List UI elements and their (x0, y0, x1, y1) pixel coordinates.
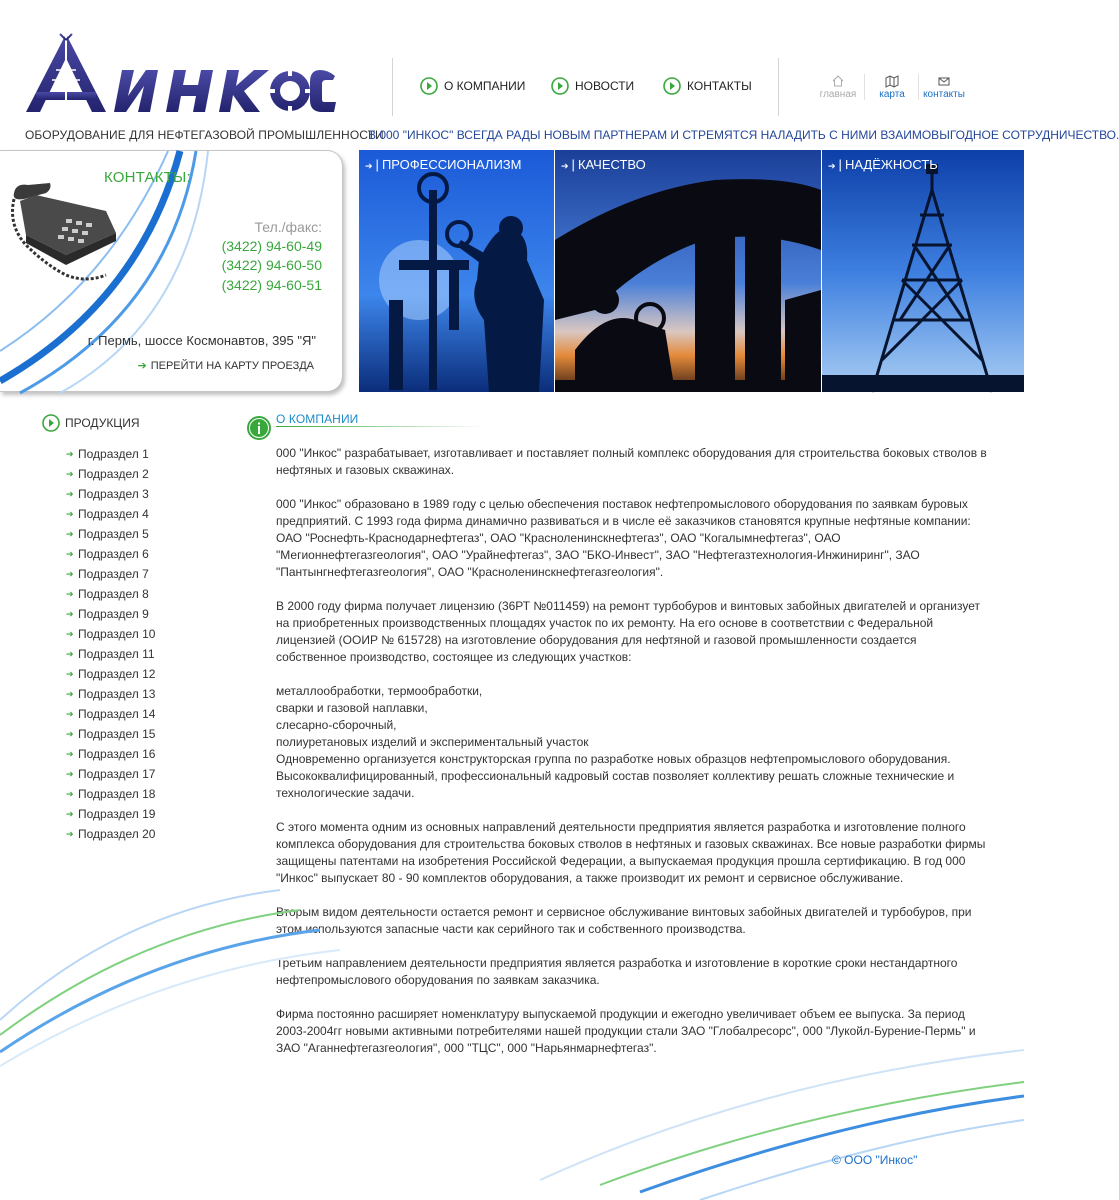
util-contacts-label: контакты (923, 89, 965, 100)
arrow-right-icon: ➔ (66, 808, 74, 819)
paragraph-1: 000 "Инкос" разрабатывает, изготавливает и поставляет полный комплекс оборудования для строительства боковых стволов в нефтяных и газовых скважинах. (276, 446, 987, 477)
paragraph-5: С этого момента одним из основных направлений деятельности предприятия является разработка и изготовление полного комплекса оборудования для строительства боковых стволов в нефтяных и газовых скважинах. Все новые разработки фирмы защищены патентами на изобретения Российской Федерации, а выпускаемая продукция прошла сертификацию. В год 000 "Инкос" выпускает 80 - 90 комплектов оборудования, а также производит их ремонт и сервисное обслуживание. (276, 820, 986, 885)
nav-news-label: НОВОСТИ (575, 79, 635, 93)
products-heading[interactable] (42, 414, 139, 432)
map-icon (885, 74, 899, 88)
arrow-right-icon: ➔ (66, 448, 74, 459)
arrow-right-icon: ➔ (66, 708, 74, 719)
sidebar-item-4[interactable] (66, 504, 155, 524)
nav-contacts-label: КОНТАКТЫ (687, 79, 752, 93)
play-circle-icon (42, 414, 60, 432)
section-title: О КОМПАНИИ (276, 412, 359, 426)
sidebar-item-label: Подраздел 18 (78, 787, 156, 801)
logo-subtitle: ОБОРУДОВАНИЕ ДЛЯ НЕФТЕГАЗОВОЙ ПРОМЫШЛЕННОСТИ (25, 128, 384, 142)
sidebar-item-18[interactable] (66, 784, 155, 804)
arrow-right-icon: ➔ (66, 768, 74, 779)
banner-professionalism[interactable] (359, 150, 554, 392)
banner-professionalism-text: ПРОФЕССИОНАЛИЗМ (381, 157, 522, 172)
workshop-list-item: слесарно-сборочный, (276, 718, 397, 732)
banner-quality-text: КАЧЕСТВО (577, 157, 646, 172)
sidebar-item-3[interactable] (66, 484, 155, 504)
sidebar-item-label: Подраздел 17 (78, 767, 156, 781)
sidebar-item-label: Подраздел 6 (78, 547, 149, 561)
workshop-list-item: полиуретановых изделий и экспериментальный участок (276, 735, 589, 749)
sidebar-item-label: Подраздел 4 (78, 507, 149, 521)
banner-professionalism-label: ➔ | ПРОФЕССИОНАЛИЗМ (365, 157, 522, 172)
banner-reliability-text: НАДЁЖНОСТЬ (844, 157, 938, 172)
header-divider-right (778, 58, 779, 116)
banner-reliability-image (822, 150, 1024, 392)
sidebar-item-12[interactable] (66, 664, 155, 684)
phone-number-1[interactable]: (3422) 94-60-49 (221, 238, 322, 254)
copyright-text: © ООО "Инкос" (832, 1153, 918, 1167)
play-circle-icon (551, 77, 569, 95)
address-text: г. Пермь, шоссе Космонавтов, 395 "Я" (87, 333, 316, 348)
arrow-right-icon: ➔ (66, 748, 74, 759)
sidebar-item-label: Подраздел 12 (78, 667, 156, 681)
nav-about-label: О КОМПАНИИ (444, 79, 526, 93)
sidebar-item-label: Подраздел 7 (78, 567, 149, 581)
util-map-label: карта (879, 89, 905, 100)
arrow-right-icon: ➔ (66, 668, 74, 679)
telephone-icon (6, 175, 124, 283)
arrow-right-icon: ➔ (66, 588, 74, 599)
sidebar-item-label: Подраздел 9 (78, 607, 149, 621)
nav-about[interactable] (420, 76, 525, 96)
sidebar-item-label: Подраздел 19 (78, 807, 156, 821)
banner-quality-label: ➔ | КАЧЕСТВО (561, 157, 646, 172)
phone-number-2[interactable]: (3422) 94-60-50 (221, 257, 322, 273)
arrow-right-icon: ➔ (66, 548, 74, 559)
sidebar-item-label: Подраздел 2 (78, 467, 149, 481)
sidebar-item-11[interactable] (66, 644, 155, 664)
sidebar-item-1[interactable] (66, 444, 155, 464)
header-divider-left (392, 58, 393, 116)
play-circle-icon (420, 77, 438, 95)
sidebar-item-19[interactable] (66, 804, 155, 824)
workshop-list-item: металлообработки, термообработки, (276, 684, 483, 698)
paragraph-7: Третьим направлением деятельности предприятия является разработка и изготовление в короткие сроки нестандартного нефтепромыслового оборудования по заявкам заказчика. (276, 956, 958, 987)
sidebar-item-label: Подраздел 11 (78, 647, 155, 661)
nav-news[interactable] (551, 76, 634, 96)
sidebar-item-17[interactable] (66, 764, 155, 784)
arrow-right-icon: ➔ (66, 468, 74, 479)
arrow-right-icon: ➔ (66, 728, 74, 739)
arrow-right-icon: ➔ (66, 568, 74, 579)
util-home[interactable] (812, 74, 864, 100)
sidebar-item-14[interactable] (66, 704, 155, 724)
sidebar-item-5[interactable] (66, 524, 155, 544)
banner-professionalism-image (359, 150, 554, 392)
company-logo[interactable] (22, 30, 338, 116)
arrow-right-icon: ➔ (66, 828, 74, 839)
sidebar-item-label: Подраздел 3 (78, 487, 149, 501)
sidebar-item-9[interactable] (66, 604, 155, 624)
util-contacts[interactable] (918, 74, 970, 100)
phone-number-3[interactable]: (3422) 94-60-51 (221, 277, 322, 293)
arrow-right-icon: ➔ (66, 688, 74, 699)
home-icon (831, 74, 845, 88)
sidebar-item-13[interactable] (66, 684, 155, 704)
sidebar-item-label: Подраздел 13 (78, 687, 156, 701)
products-subsection-list (66, 444, 155, 844)
nav-contacts[interactable] (663, 76, 752, 96)
paragraph-2: 000 "Инкос" образовано в 1989 году с целью обеспечения поставок нефтепромыслового оборудования по заявкам буровых предприятий. С 1993 года фирма динамично развиваться и в числе её заказчиков становятся крупные нефтяные компании: ОАО "Роснефть-Краснодарнефтегаз", ОАО "Красноленинскнефтегаз", ОАО "Когалымнефтегаз", ОАО "Мегионнефтегазгеология", ОАО "Урайнефтегаз", ЗАО "БКО-Инвест", ЗАО "Нефтегазтехнология-Инжиниринг", ЗАО "Пантынгнефтегазгеология", ОАО "Красноленинскнефтегазгеология". (276, 497, 971, 579)
about-content (276, 445, 988, 1057)
paragraph-3: В 2000 году фирма получает лицензию (36РТ №011459) на ремонт турбобуров и винтовых забойных двигателей и организует на приобретенных производственных площадях участок по их ремонту. На его основе в соответствии с Федеральной лицензией (ООИР № 615728) на изготовление оборудования для нефтяной и газовой промышленности создается собственное производство, состоящее из следующих участков: (276, 599, 980, 664)
sidebar-item-8[interactable] (66, 584, 155, 604)
arrow-right-icon: ➔ (66, 608, 74, 619)
paragraph-8: Фирма постоянно расширяет номенклатуру выпускаемой продукции и ежегодно увеличивает объем ее выпуска. За период 2003-2004гг новыми активными потребителями нашей продукции стали ЗАО "Глобалресорс", 000 "Лукойл-Бурение-Пермь" и ЗАО "Аганнефтегазгеология", 000 "ТЦС", 000 "Нарьянмарнефтегаз". (276, 1007, 976, 1055)
section-title-underline (276, 426, 486, 427)
arrow-right-icon: ➔ (66, 788, 74, 799)
sidebar-item-20[interactable] (66, 824, 155, 844)
arrow-right-icon: ➔ (66, 488, 74, 499)
contacts-panel (0, 150, 343, 392)
arrow-right-icon: ➔ (137, 360, 147, 372)
mail-icon (937, 74, 951, 88)
sidebar-item-7[interactable] (66, 564, 155, 584)
sidebar-item-6[interactable] (66, 544, 155, 564)
sidebar-item-16[interactable] (66, 744, 155, 764)
paragraph-6: Вторым видом деятельности остается ремонт и сервисное обслуживание винтовых забойных двигателей и турбобуров, при этом используются запасные части как серийного так и собственного производства. (276, 905, 972, 936)
sidebar-item-label: Подраздел 16 (78, 747, 156, 761)
workshop-list (276, 683, 988, 751)
sidebar-item-2[interactable] (66, 464, 155, 484)
contacts-title: КОНТАКТЫ: (104, 169, 191, 186)
sidebar-item-label: Подраздел 14 (78, 707, 156, 721)
arrow-right-icon: ➔ (66, 648, 74, 659)
sidebar-item-label: Подраздел 1 (78, 447, 149, 461)
slogan-text: В 000 "ИНКОС" ВСЕГДА РАДЫ НОВЫМ ПАРТНЕРАМ И СТРЕМЯТСЯ НАЛАДИТЬ С НИМИ ВЗАИМОВЫГОДНОЕ СОТРУДНИЧЕСТВО. (368, 128, 1119, 142)
sidebar-item-label: Подраздел 20 (78, 827, 156, 841)
phone-label: Тел./факс: (254, 219, 322, 235)
sidebar-item-label: Подраздел 8 (78, 587, 149, 601)
info-icon (246, 413, 274, 441)
arrow-right-icon: ➔ (66, 628, 74, 639)
util-divider-1 (864, 74, 865, 100)
sidebar-item-15[interactable] (66, 724, 155, 744)
util-home-label: главная (819, 89, 857, 100)
arrow-right-icon: ➔ (66, 528, 74, 539)
banner-quality-image (555, 150, 821, 392)
workshop-list-item: сварки и газовой наплавки, (276, 701, 428, 715)
sidebar-item-10[interactable] (66, 624, 155, 644)
map-link-label: ПЕРЕЙТИ НА КАРТУ ПРОЕЗДА (150, 360, 314, 372)
map-link[interactable] (138, 359, 315, 372)
play-circle-icon (663, 77, 681, 95)
banner-reliability-label: ➔ | НАДЁЖНОСТЬ (828, 157, 938, 172)
util-map[interactable] (866, 74, 918, 100)
sidebar-item-label: Подраздел 10 (78, 627, 156, 641)
products-heading-label: ПРОДУКЦИЯ (65, 416, 140, 430)
sidebar-item-label: Подраздел 5 (78, 527, 149, 541)
sidebar-item-label: Подраздел 15 (78, 727, 156, 741)
arrow-right-icon: ➔ (66, 508, 74, 519)
banner-quality[interactable] (555, 150, 821, 392)
banner-reliability[interactable] (822, 150, 1024, 392)
paragraph-4: Одновременно организуется конструкторская группа по разработке новых образцов нефтепромыслового оборудования. Высококвалифицированный, профессиональный кадровый состав позволяет коллективу решать сложные технические и технологические задачи. (276, 752, 955, 800)
